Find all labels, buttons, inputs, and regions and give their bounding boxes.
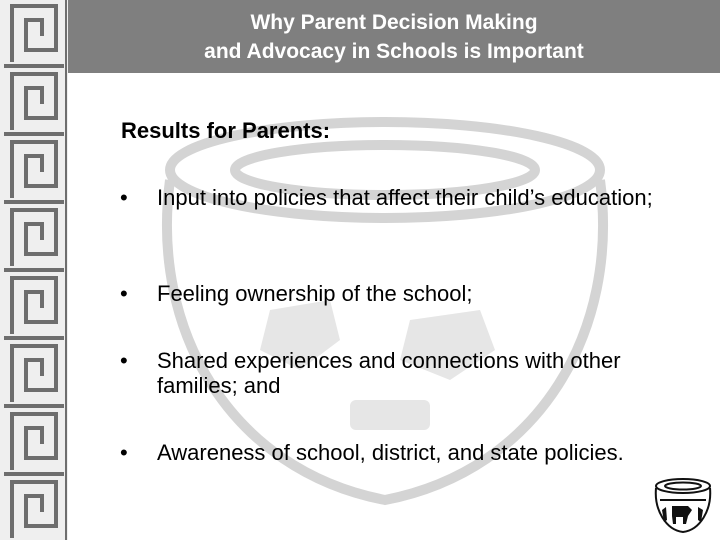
bullet-item — [120, 440, 624, 465]
bullet-text: Input into policies that affect their child’s education; — [157, 185, 653, 210]
bullet-dot: • — [120, 281, 128, 306]
bullet-item — [120, 281, 473, 306]
bullet-dot: • — [120, 348, 128, 373]
bullet-item — [120, 348, 690, 398]
pottery-bowl-logo — [652, 476, 714, 534]
title-line-2: and Advocacy in Schools is Important — [204, 40, 584, 63]
slide-title — [68, 0, 720, 73]
greek-key-pattern — [0, 0, 68, 540]
bullet-dot: • — [120, 440, 128, 465]
bullet-text: Awareness of school, district, and state policies. — [157, 440, 624, 465]
title-line-1: Why Parent Decision Making — [250, 11, 538, 34]
section-heading: Results for Parents: — [121, 118, 331, 143]
bullet-dot: • — [120, 185, 128, 210]
pottery-bowl-watermark — [150, 110, 620, 530]
bullet-item — [120, 185, 653, 210]
bullet-text: Feeling ownership of the school; — [157, 281, 473, 306]
bullet-text: Shared experiences and connections with other families; and — [157, 348, 621, 398]
greek-key-border — [0, 0, 68, 540]
